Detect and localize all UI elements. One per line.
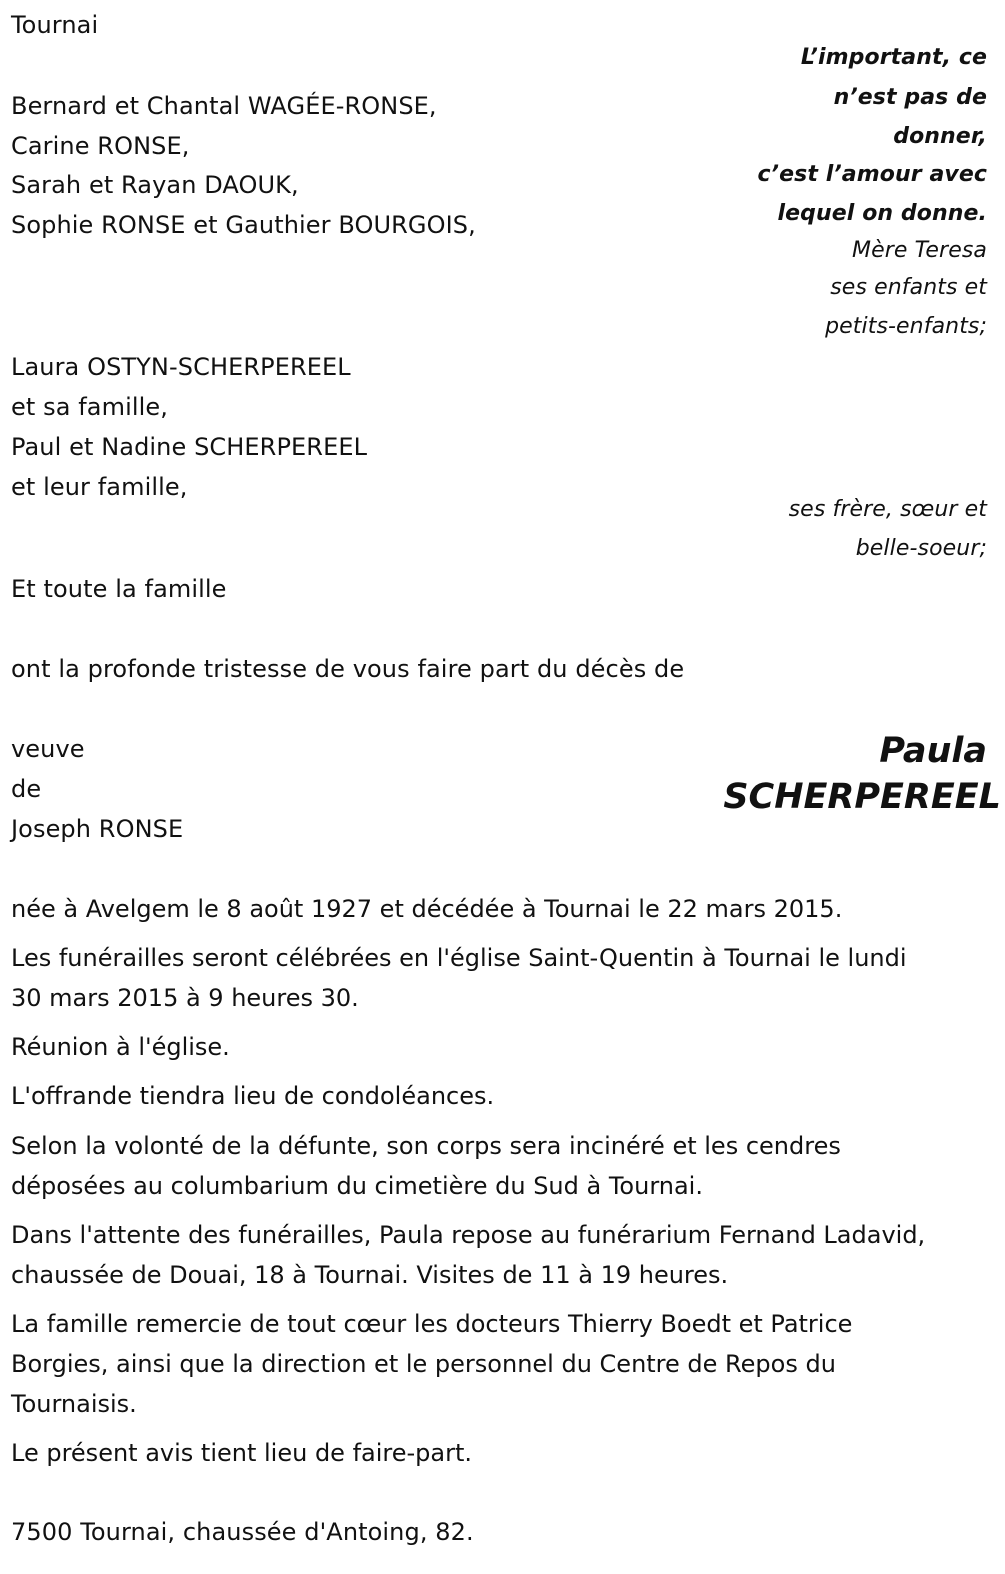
quote-line: lequel on donne. bbox=[777, 201, 987, 226]
widow-line: Joseph RONSE bbox=[11, 815, 184, 843]
quote-line: donner, bbox=[893, 124, 987, 149]
detail-paragraph: La famille remercie de tout cœur les docteurs Thierry Boedt et Patrice Borgies, ainsi que la direction et le personnel du Centre de Repos du Tournaisis. bbox=[11, 1310, 853, 1418]
quote-line: L’important, ce bbox=[800, 45, 987, 70]
widow-line: de bbox=[11, 775, 42, 803]
address-line: 7500 Tournai, chaussée d'Antoing, 82. bbox=[11, 1518, 474, 1546]
quote-line: n’est pas de bbox=[833, 85, 987, 110]
widow-line: veuve bbox=[11, 735, 85, 763]
siblings-relation: ses frère, sœur et bbox=[788, 497, 987, 522]
child-name: Carine RONSE, bbox=[11, 132, 190, 160]
sibling-name: Laura OSTYN-SCHERPEREEL bbox=[11, 353, 351, 381]
city-header: Tournai bbox=[11, 11, 99, 39]
sibling-name: Paul et Nadine SCHERPEREEL bbox=[11, 433, 368, 461]
detail-paragraph: L'offrande tiendra lieu de condoléances. bbox=[11, 1082, 495, 1110]
deceased-first-name: Paula bbox=[879, 731, 987, 771]
whole-family: Et toute la famille bbox=[11, 575, 227, 603]
sibling-name: et leur famille, bbox=[11, 473, 188, 501]
children-relation: petits-enfants; bbox=[825, 314, 987, 339]
announcement-text: ont la profonde tristesse de vous faire part du décès de bbox=[11, 655, 685, 683]
quote-line: c’est l’amour avec bbox=[757, 162, 987, 187]
sibling-name: et sa famille, bbox=[11, 393, 168, 421]
children-relation: ses enfants et bbox=[830, 275, 987, 300]
detail-paragraph: Les funérailles seront célébrées en l'église Saint-Quentin à Tournai le lundi 30 mars 2015 à 9 heures 30. bbox=[11, 944, 907, 1012]
child-name: Sarah et Rayan DAOUK, bbox=[11, 171, 299, 199]
siblings-relation: belle-soeur; bbox=[855, 536, 987, 561]
detail-paragraph: Réunion à l'église. bbox=[11, 1033, 230, 1061]
detail-paragraph: née à Avelgem le 8 août 1927 et décédée à Tournai le 22 mars 2015. bbox=[11, 895, 843, 923]
child-name: Bernard et Chantal WAGÉE-RONSE, bbox=[11, 92, 437, 120]
deceased-last-name: SCHERPEREEL bbox=[723, 777, 1001, 817]
quote-author: Mère Teresa bbox=[852, 238, 987, 263]
detail-paragraph: Dans l'attente des funérailles, Paula repose au funérarium Fernand Ladavid, chaussée de Douai, 18 à Tournai. Visites de 11 à 19 heures. bbox=[11, 1221, 926, 1289]
detail-paragraph: Selon la volonté de la défunte, son corps sera incinéré et les cendres déposées au columbarium du cimetière du Sud à Tournai. bbox=[11, 1132, 841, 1200]
child-name: Sophie RONSE et Gauthier BOURGOIS, bbox=[11, 211, 476, 239]
detail-paragraph: Le présent avis tient lieu de faire-part. bbox=[11, 1439, 473, 1467]
